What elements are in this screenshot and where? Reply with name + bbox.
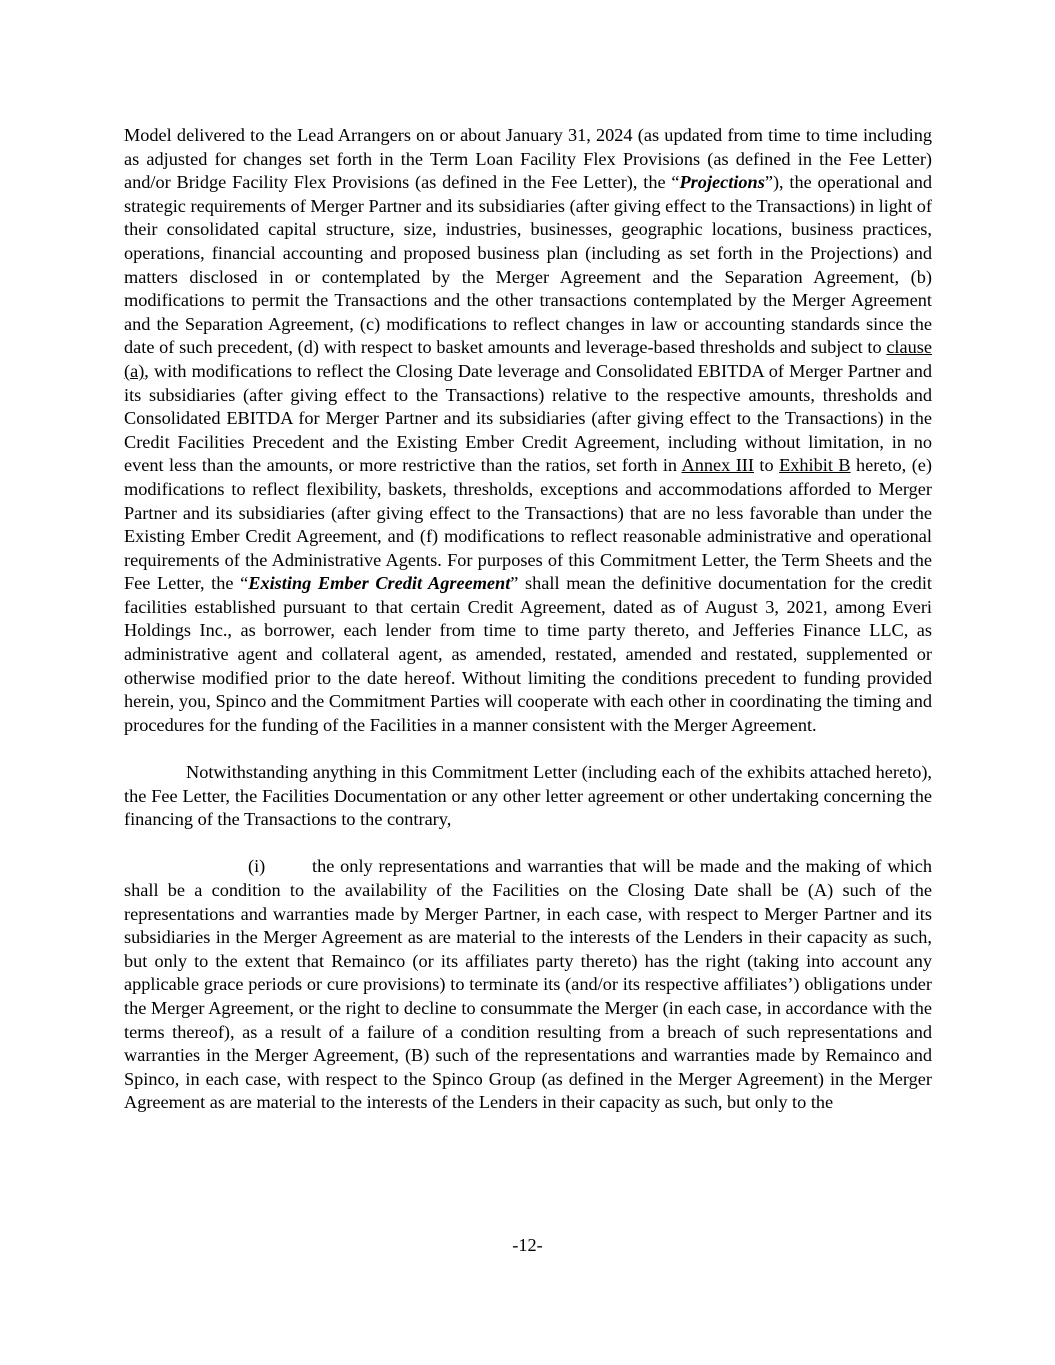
reference-annex-iii: Annex III: [681, 455, 754, 476]
clause-i-paragraph: [124, 855, 932, 1115]
defined-term-projections: Projections: [679, 172, 765, 193]
defined-term-existing-ember-credit-agreement: Existing Ember Credit Agreement: [248, 573, 511, 594]
reference-exhibit-b: Exhibit B: [779, 455, 851, 476]
page-body: [124, 124, 932, 1115]
paragraph-text: Model delivered to the Lead Arrangers on or about January 31, 2024 (as updated from time to time including as adjusted for changes set forth in the Term Loan Facility Flex Provisions (as defined in the Fee Letter) and/or Bridge Facility Flex Provisions (as defined in the Fee Letter), the “: [124, 125, 932, 193]
paragraph-text: the only representations and warranties that will be made and the making of which shall be a condition to the availability of the Facilities on the Closing Date shall be (A) such of the representations and warranties made by Merger Partner, in each case, with respect to Merger Partner and its subsidiaries in the Merger Agreement as are material to the interests of the Lenders in their capacity as such, but only to the extent that Remainco (or its affiliates party thereto) has the right (taking into account any applicable grace periods or cure provisions) to terminate its (and/or its respective affiliates’) obligations under the Merger Agreement, or the right to decline to consummate the Merger (in each case, in accordance with the terms thereof), as a result of a failure of a condition resulting from a breach of such representations and warranties in the Merger Agreement, (B) such of the representations and warranties made by Remainco and Spinco, in each case, with respect to the Spinco Group (as defined in the Merger Agreement) in the Merger Agreement as are material to the interests of the Lenders in their capacity as such, but only to the: [124, 856, 932, 1113]
page-number: -12-: [512, 1235, 543, 1255]
paragraph-text: , with modifications to reflect the Closing Date leverage and Consolidated EBITDA of Merger Partner and its subsidiaries (after giving effect to the Transactions) relative to the respective amounts, thresholds and Consolidated EBITDA for Merger Partner and its subsidiaries (after giving effect to the Transactions) in the Credit Facilities Precedent and the Existing Ember Credit Agreement, including without limitation, in no event less than the amounts, or more restrictive than the ratios, set forth in: [124, 360, 932, 476]
paragraph-model-delivered: [124, 124, 932, 737]
paragraph-text: ”), the operational and strategic requirements of Merger Partner and its subsidiaries (after giving effect to the Transactions) in light of their consolidated capital structure, size, industries, businesses, geographic locations, business practices, operations, financial accounting and proposed business plan (including as set forth in the Projections) and matters disclosed in or contemplated by the Merger Agreement and the Separation Agreement, (b) modifications to permit the Transactions and the other transactions contemplated by the Merger Agreement and the Separation Agreement, (c) modifications to reflect changes in law or accounting standards since the date of such precedent, (d) with respect to basket amounts and leverage-based thresholds and subject to: [124, 172, 932, 358]
reference-clause-a: clause (a): [124, 337, 932, 381]
clause-number: (i): [248, 856, 266, 877]
paragraph-text: hereto, (e) modifications to reflect flexibility, baskets, thresholds, exceptions and accommodations afforded to Merger Partner and its subsidiaries (after giving effect to the Transactions) that are no less favorable than under the Existing Ember Credit Agreement, and (f) modifications to reflect reasonable administrative and operational requirements of the Administrative Agents. For purposes of this Commitment Letter, the Term Sheets and the Fee Letter, the “: [124, 455, 932, 594]
paragraph-notwithstanding: [124, 761, 932, 832]
paragraph-text: ” shall mean the definitive documentation for the credit facilities established pursuant to that certain Credit Agreement, dated as of August 3, 2021, among Everi Holdings Inc., as borrower, each lender from time to time party thereto, and Jefferies Finance LLC, as administrative agent and collateral agent, as amended, restated, amended and restated, supplemented or otherwise modified prior to the date hereof. Without limiting the conditions precedent to funding provided herein, you, Spinco and the Commitment Parties will cooperate with each other in coordinating the timing and procedures for the funding of the Facilities in a manner consistent with the Merger Agreement.: [124, 573, 932, 735]
paragraph-text: to: [753, 455, 780, 476]
paragraph-text: Notwithstanding anything in this Commitment Letter (including each of the exhibits attached hereto), the Fee Letter, the Facilities Documentation or any other letter agreement or other undertaking concerning the financing of the Transactions to the contrary,: [124, 762, 932, 830]
